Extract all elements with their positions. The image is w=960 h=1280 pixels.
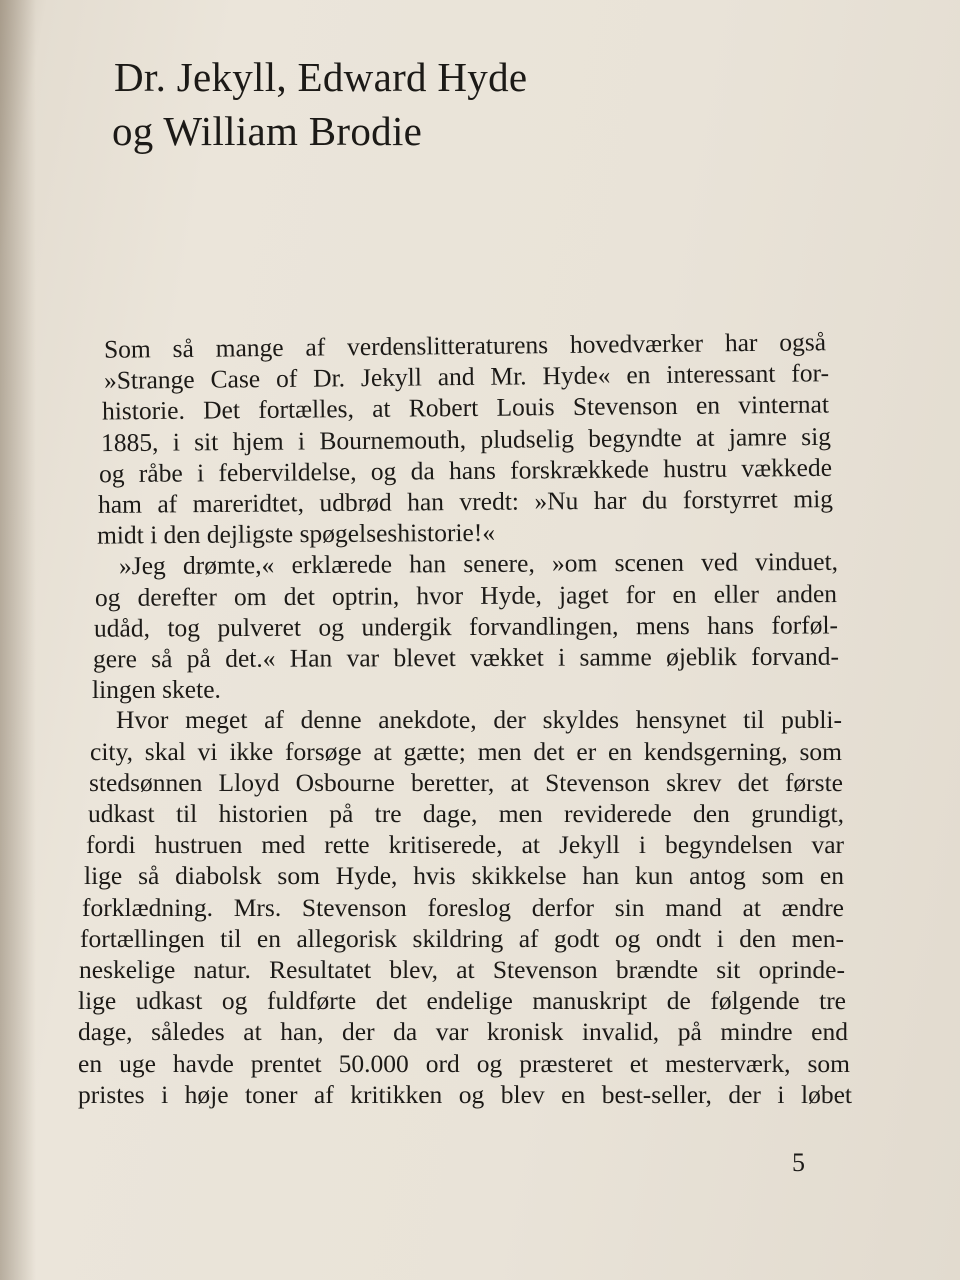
text-line: stedsønnen Lloyd Osbourne beretter, at Stevenson skrev det første [89,767,843,797]
text-line: forklædning. Mrs. Stevenson foreslog derfor sin mand at ændre [82,892,844,922]
text-line: neskelige natur. Resultatet blev, at Stevenson brændte sit oprinde- [79,955,845,985]
text-line: »Jeg drømte,« erklærede han senere, »om scenen ved vinduet, [118,547,839,581]
text-line: lige udkast og fuldførte det endelige manuskript de følgende tre [78,986,846,1016]
text-line: »Strange Case of Dr. Jekyll and Mr. Hyde« en interessant for- [103,358,830,395]
text-line: dage, således at han, der da var kronisk invalid, på mindre end [78,1017,848,1047]
text-line: fordi hustruen med rette kritiserede, at Jekyll i begyndelsen var [86,830,844,860]
text-line: og råbe i febervildelse, og da hans forskrækkede hustru vækkede [98,452,833,489]
text-line: udåd, tog pulveret og undergik forvandlingen, mens hans forføl- [93,610,839,643]
text-line: ham af mareridtet, udbrød han vredt: »Nu har du forstyrret mig [97,484,834,519]
paragraph-2 [78,548,838,704]
text-line: city, skal vi ikke forsøge at gætte; men det er en kendsgerning, som [90,736,842,766]
text-line: gere så på det.« Han var blevet vækket i samme øjeblik forvand- [92,641,840,674]
text-line: en uge havde prentet 50.000 ord og præsteret et mesterværk, som [78,1048,850,1078]
text-line: lige så diabolsk som Hyde, hvis skikkelse han kun antog som en [84,861,844,891]
text-line: pristes i høje toner af kritikken og blev en best-seller, der i løbet [78,1079,852,1109]
text-line: historie. Det fortælles, at Robert Louis Stevenson en vinternat [101,389,830,426]
text-line: lingen skete. [91,674,221,705]
text-line: og derefter om det optrin, hvor Hyde, jaget for en eller anden [94,578,838,612]
body-text [78,327,852,1110]
spine-shadow [0,0,36,1280]
chapter-heading-line-2: og William Brodie [112,108,423,154]
chapter-heading [114,50,527,158]
text-line: udkast til historien på tre dage, men reviderede den grundigt, [88,799,844,829]
paragraph-1 [78,327,838,550]
page-number: 5 [792,1148,805,1177]
text-line: midt i den dejligste spøgelseshistorie!« [96,518,496,550]
text-line: Som så mange af verdenslitteraturens hovedværker har også [103,327,827,364]
text-line: 1885, i sit hjem i Bournemouth, pludselig begyndte at jamre sig [100,421,832,457]
chapter-heading-line-1: Dr. Jekyll, Edward Hyde [114,54,528,100]
paragraph-3 [78,704,852,1110]
text-line: fortællingen til en allegorisk skildring af godt og ondt i den men- [80,923,844,953]
text-line: Hvor meget af denne anekdote, der skyldes hensynet til publi- [116,705,842,735]
